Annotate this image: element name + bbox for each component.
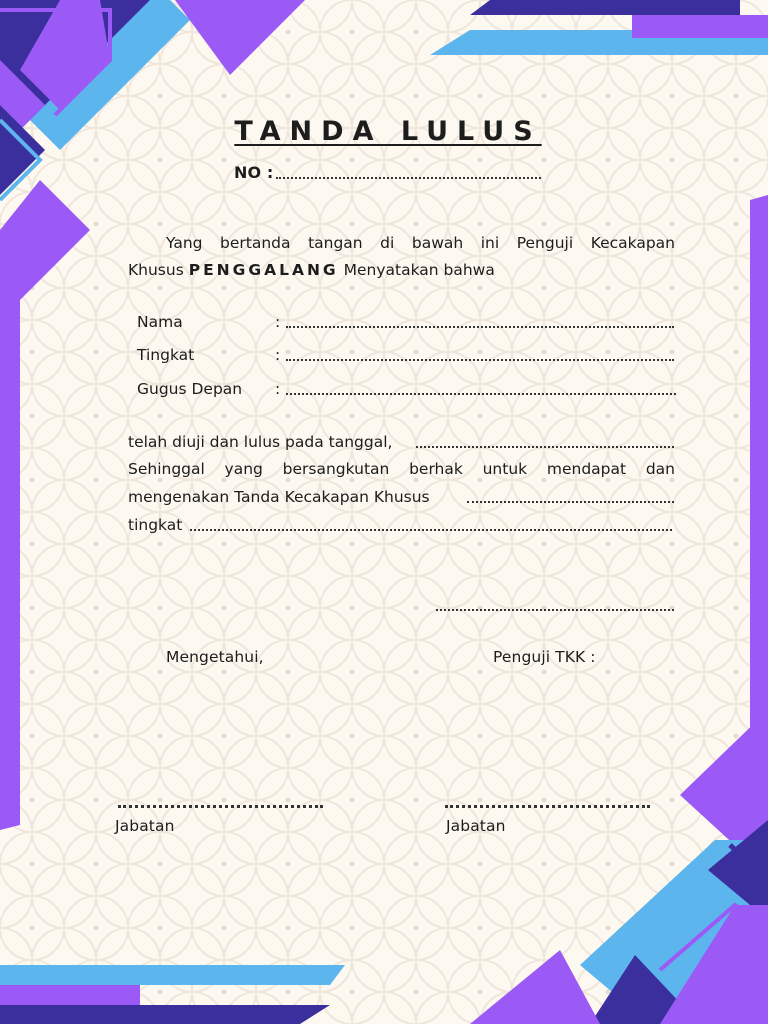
right-signer-label: Penguji TKK : — [493, 648, 596, 666]
field-input-tingkat[interactable] — [286, 359, 674, 361]
date-field[interactable] — [416, 446, 674, 448]
intro-line-2: Khusus PENGGALANG Menyatakan bahwa — [128, 261, 495, 279]
field-colon: : — [275, 346, 281, 364]
right-position-label: Jabatan — [446, 817, 506, 835]
left-position-label: Jabatan — [115, 817, 175, 835]
field-label-gugus-depan: Gugus Depan — [137, 380, 243, 398]
body-line-1: telah diuji dan lulus pada tanggal, — [128, 433, 393, 451]
field-input-nama[interactable] — [286, 326, 674, 328]
level-field[interactable] — [190, 529, 672, 531]
number-label: NO : — [234, 163, 274, 182]
scout-level: PENGGALANG — [188, 261, 339, 279]
body-line-2: Sehinggal yang bersangkutan berhak untuk mendapat dan — [128, 460, 675, 478]
field-input-gugus-depan[interactable] — [286, 393, 676, 395]
field-colon: : — [275, 380, 281, 398]
page-title: TANDA LULUS — [234, 116, 542, 147]
body-line-4: tingkat — [128, 516, 183, 534]
body-line-3: mengenakan Tanda Kecakapan Khusus — [128, 488, 430, 506]
right-signature-line[interactable] — [445, 805, 650, 808]
field-label-tingkat: Tingkat — [137, 346, 195, 364]
field-label-nama: Nama — [137, 313, 183, 331]
left-signature-line[interactable] — [118, 805, 323, 808]
number-field[interactable] — [276, 177, 541, 179]
field-colon: : — [275, 313, 281, 331]
tkk-field[interactable] — [467, 501, 674, 503]
place-date-field[interactable] — [436, 609, 674, 611]
intro-line-1: Yang bertanda tangan di bawah ini Penguji Kecakapan — [166, 234, 675, 252]
left-signer-label: Mengetahui, — [166, 648, 264, 666]
